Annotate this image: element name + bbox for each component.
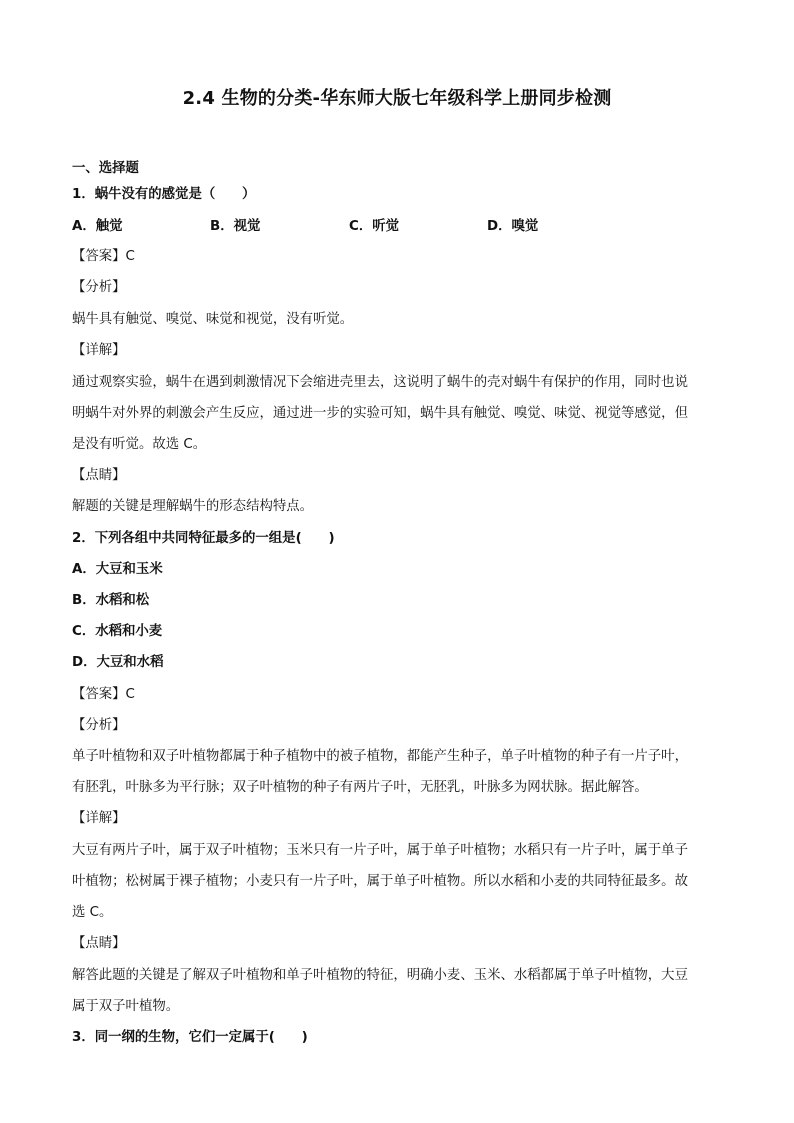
q1-detail-label: 【详解】: [72, 343, 126, 358]
q2-analysis-label: 【分析】: [72, 718, 126, 733]
page-title: 2.4 生物的分类-华东师大版七年级科学上册同步检测: [182, 88, 612, 109]
q1-answer: 【答案】C: [72, 249, 135, 264]
q2-detail-line: 叶植物；松树属于裸子植物；小麦只有一片子叶，属于单子叶植物。所以水稻和小麦的共同特征最多。故: [72, 874, 688, 889]
q1-analysis-label: 【分析】: [72, 280, 126, 295]
question-2-stem: 2．下列各组中共同特征最多的一组是( ): [72, 531, 335, 546]
q2-detail-label: 【详解】: [72, 811, 126, 826]
q2-option-b: B．水稻和松: [72, 593, 150, 608]
q2-option-c: C．水稻和小麦: [72, 624, 163, 639]
q1-option-a: A．触觉: [72, 219, 123, 234]
q1-detail-line: 明蜗牛对外界的刺激会产生反应，通过进一步的实验可知，蜗牛具有触觉、嗅觉、味觉、视觉等感觉，但: [72, 406, 688, 421]
q2-analysis-line: 单子叶植物和双子叶植物都属于种子植物中的被子植物，都能产生种子，单子叶植物的种子有一片子叶，: [72, 749, 688, 764]
question-3-stem: 3．同一纲的生物，它们一定属于( ): [72, 1030, 308, 1045]
q2-detail-line: 选 C。: [72, 905, 113, 920]
q1-analysis-text: 蜗牛具有触觉、嗅觉、味觉和视觉，没有听觉。: [72, 312, 354, 327]
q2-answer: 【答案】C: [72, 687, 135, 702]
q2-tip-line: 解答此题的关键是了解双子叶植物和单子叶植物的特征，明确小麦、玉米、水稻都属于单子叶植物，大豆: [72, 968, 688, 983]
q1-option-d: D．嗅觉: [487, 219, 539, 234]
section-heading: 一、选择题: [72, 161, 139, 176]
question-1-stem: 1．蜗牛没有的感觉是（ ）: [72, 187, 256, 202]
q2-option-d: D．大豆和水稻: [72, 655, 164, 670]
q2-tip-line: 属于双子叶植物。: [72, 999, 180, 1014]
q1-option-b: B．视觉: [210, 219, 261, 234]
q1-tip-label: 【点睛】: [72, 468, 126, 483]
q1-tip-text: 解题的关键是理解蜗牛的形态结构特点。: [72, 499, 314, 514]
q1-option-c: C．听觉: [349, 219, 399, 234]
q1-detail-line: 通过观察实验，蜗牛在遇到刺激情况下会缩进壳里去，这说明了蜗牛的壳对蜗牛有保护的作用，同时也说: [72, 375, 688, 390]
q2-tip-label: 【点睛】: [72, 936, 126, 951]
q2-analysis-line: 有胚乳，叶脉多为平行脉；双子叶植物的种子有两片子叶，无胚乳，叶脉多为网状脉。据此解答。: [72, 780, 648, 795]
q1-detail-line: 是没有听觉。故选 C。: [72, 437, 207, 452]
q2-detail-line: 大豆有两片子叶，属于双子叶植物；玉米只有一片子叶，属于单子叶植物；水稻只有一片子叶，属于单子: [72, 843, 688, 858]
q2-option-a: A．大豆和玉米: [72, 562, 163, 577]
